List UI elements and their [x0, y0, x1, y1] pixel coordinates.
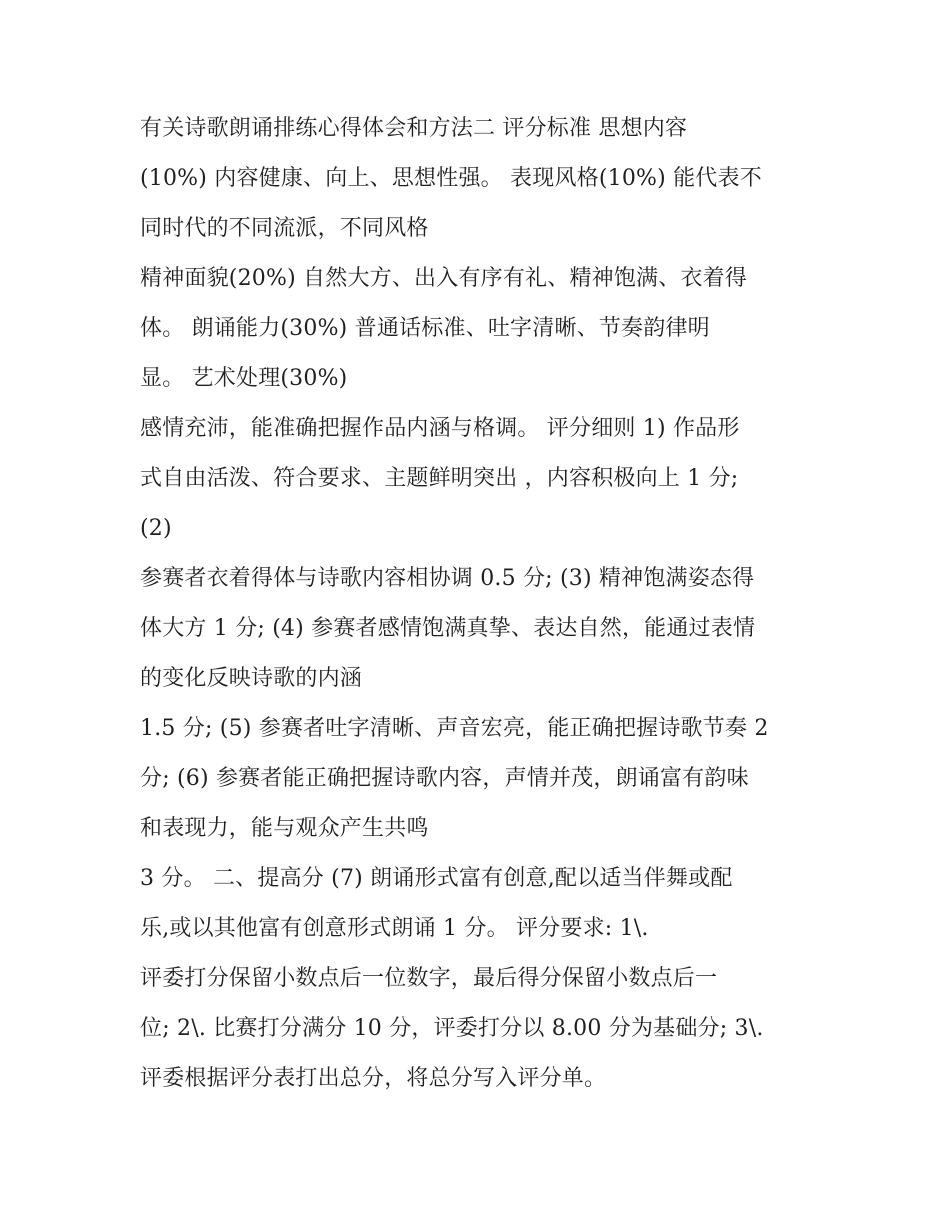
- text-line-17: 乐,或以其他富有创意形式朗诵 1 分。 评分要求: 1\.: [140, 916, 649, 941]
- text-line-4: 精神面貌(20%) 自然大方、出入有序有礼、精神饱满、衣着得: [140, 266, 748, 291]
- text-line-6: 显。 艺术处理(30%): [140, 366, 348, 391]
- text-line-13: 1.5 分; (5) 参赛者吐字清晰、声音宏亮，能正确把握诗歌节奏 2: [140, 716, 769, 741]
- text-line-18: 评委打分保留小数点后一位数字，最后得分保留小数点后一: [140, 966, 718, 991]
- document-body: [140, 107, 830, 1107]
- text-line-11: 体大方 1 分; (4) 参赛者感情饱满真挚、表达自然，能通过表情: [140, 616, 756, 641]
- text-line-14: 分; (6) 参赛者能正确把握诗歌内容，声情并茂，朗诵富有韵味: [140, 766, 749, 791]
- text-line-2: (10%) 内容健康、向上、思想性强。 表现风格(10%) 能代表不: [140, 166, 762, 191]
- text-line-5: 体。 朗诵能力(30%) 普通话标准、吐字清晰、节奏韵律明: [140, 316, 710, 341]
- text-line-8: 式自由活泼、符合要求、主题鲜明突出 ，内容积极向上 1 分;: [140, 466, 739, 491]
- text-line-9: (2): [140, 516, 172, 541]
- text-line-10: 参赛者衣着得体与诗歌内容相协调 0.5 分; (3) 精神饱满姿态得: [140, 566, 755, 591]
- text-line-12: 的变化反映诗歌的内涵: [140, 666, 363, 691]
- text-line-20: 评委根据评分表打出总分，将总分写入评分单。: [140, 1066, 607, 1091]
- text-line-19: 位; 2\. 比赛打分满分 10 分，评委打分以 8.00 分为基础分; 3\.: [140, 1016, 764, 1041]
- text-line-1: 有关诗歌朗诵排练心得体会和方法二 评分标准 思想内容: [140, 116, 688, 141]
- text-line-15: 和表现力，能与观众产生共鸣: [140, 816, 429, 841]
- text-line-7: 感情充沛，能准确把握作品内涵与格调。 评分细则 1) 作品形: [140, 416, 740, 441]
- text-line-3: 同时代的不同流派，不同风格: [140, 216, 429, 241]
- text-line-16: 3 分。 二、提高分 (7) 朗诵形式富有创意,配以适当伴舞或配: [140, 866, 733, 891]
